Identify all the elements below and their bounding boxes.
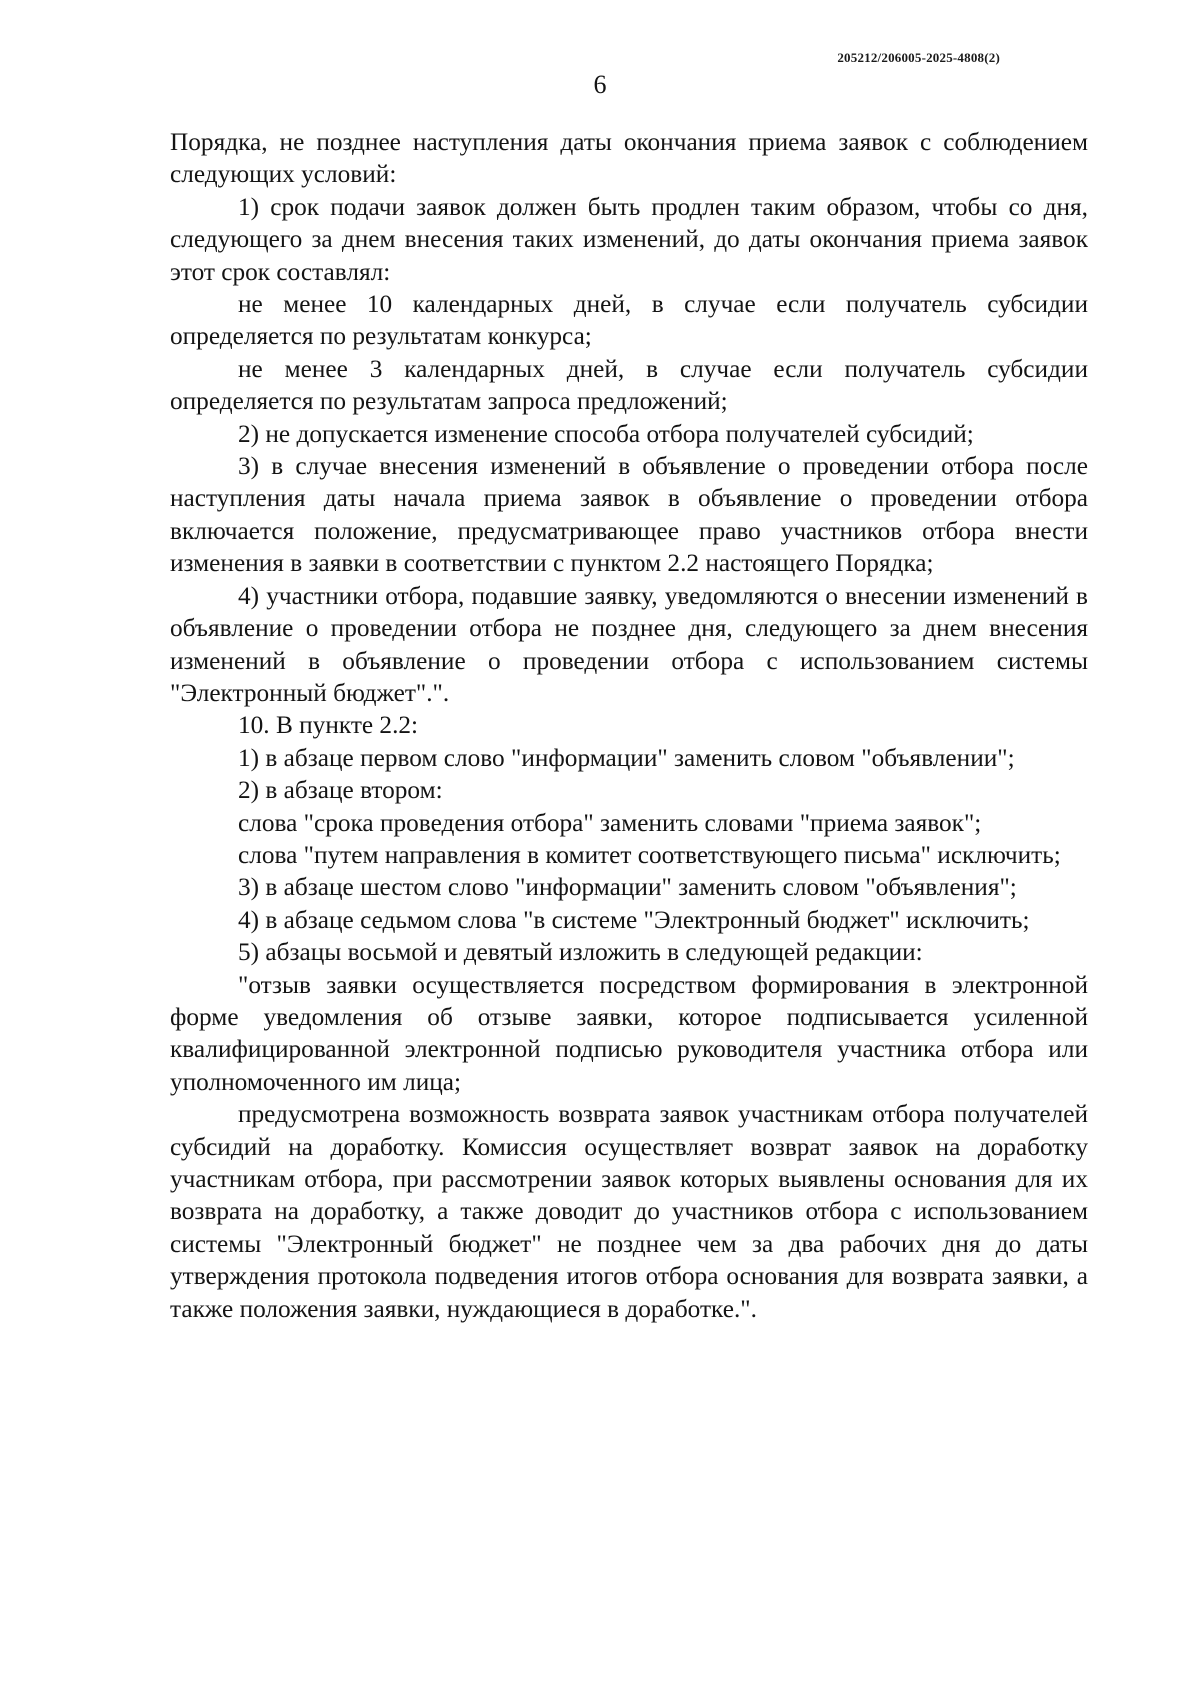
paragraph-item-10-sub-2-a: слова "срока проведения отбора" заменить словами "приема заявок"; <box>238 808 982 837</box>
paragraph-condition-1: 1) срок подачи заявок должен быть продлен таким образом, чтобы со дня, следующего за днем внесения таких изменений, до даты окончания приема заявок этот срок составлял: <box>170 192 1088 286</box>
paragraph-new-wording-return: предусмотрена возможность возврата заявок участникам отбора получателей субсидий на доработку. Комиссия осуществляет возврат заявок на доработку участникам отбора, при рассмотрении заявок которых выявлены основания для их возврата на доработку, а также доводит до участников отбора с использованием системы "Электронный бюджет" не позднее чем за два рабочих дня до даты утверждения протокола подведения итогов отбора основания для возврата заявки, а также положения заявки, нуждающиеся в доработке.". <box>170 1100 1088 1323</box>
paragraph-item-10-sub-3: 3) в абзаце шестом слово "информации" заменить словом "объявления"; <box>238 873 1017 902</box>
paragraph-item-10-sub-1: 1) в абзаце первом слово "информации" заменить словом "объявлении"; <box>238 743 1015 772</box>
paragraph-item-10-sub-2: 2) в абзаце втором: <box>238 776 443 805</box>
paragraph-condition-2: 2) не допускается изменение способа отбора получателей субсидий; <box>238 419 974 448</box>
paragraph-condition-1-contest: не менее 10 календарных дней, в случае если получатель субсидии определяется по результатам конкурса; <box>170 290 1088 351</box>
page-number: 6 <box>593 70 607 99</box>
document-body <box>170 126 1088 1325</box>
paragraph-continuation: Порядка, не позднее наступления даты окончания приема заявок с соблюдением следующих условий: <box>170 128 1088 189</box>
document-registration-number: 205212/206005-2025-4808(2) <box>837 50 1000 65</box>
paragraph-condition-1-proposals: не менее 3 календарных дней, в случае если получатель субсидии определяется по результатам запроса предложений; <box>170 354 1088 416</box>
paragraph-item-10-sub-5: 5) абзацы восьмой и девятый изложить в следующей редакции: <box>238 938 923 967</box>
paragraph-item-10: 10. В пункте 2.2: <box>238 711 419 740</box>
paragraph-item-10-sub-2-b: слова "путем направления в комитет соответствующего письма" исключить; <box>238 840 1061 869</box>
paragraph-new-wording-withdrawal: "отзыв заявки осуществляется посредством формирования в электронной форме уведомления об отзыве заявки, которое подписывается усиленной квалифицированной электронной подписью руководителя участника отбора или уполномоченного им лица; <box>170 970 1088 1096</box>
paragraph-condition-4: 4) участники отбора, подавшие заявку, уведомляются о внесении изменений в объявление о проведении отбора не позднее дня, следующего за днем внесения изменений в объявление о проведении отбора с использованием системы "Электронный бюджет".". <box>170 581 1088 707</box>
paragraph-condition-3: 3) в случае внесения изменений в объявление о проведении отбора после наступления даты начала приема заявок в объявление о проведении отбора включается положение, предусматривающее право участников отбора внести изменения в заявки в соответствии с пунктом 2.2 настоящего Порядка; <box>170 452 1088 578</box>
paragraph-item-10-sub-4: 4) в абзаце седьмом слова "в системе "Электронный бюджет" исключить; <box>238 905 1030 934</box>
